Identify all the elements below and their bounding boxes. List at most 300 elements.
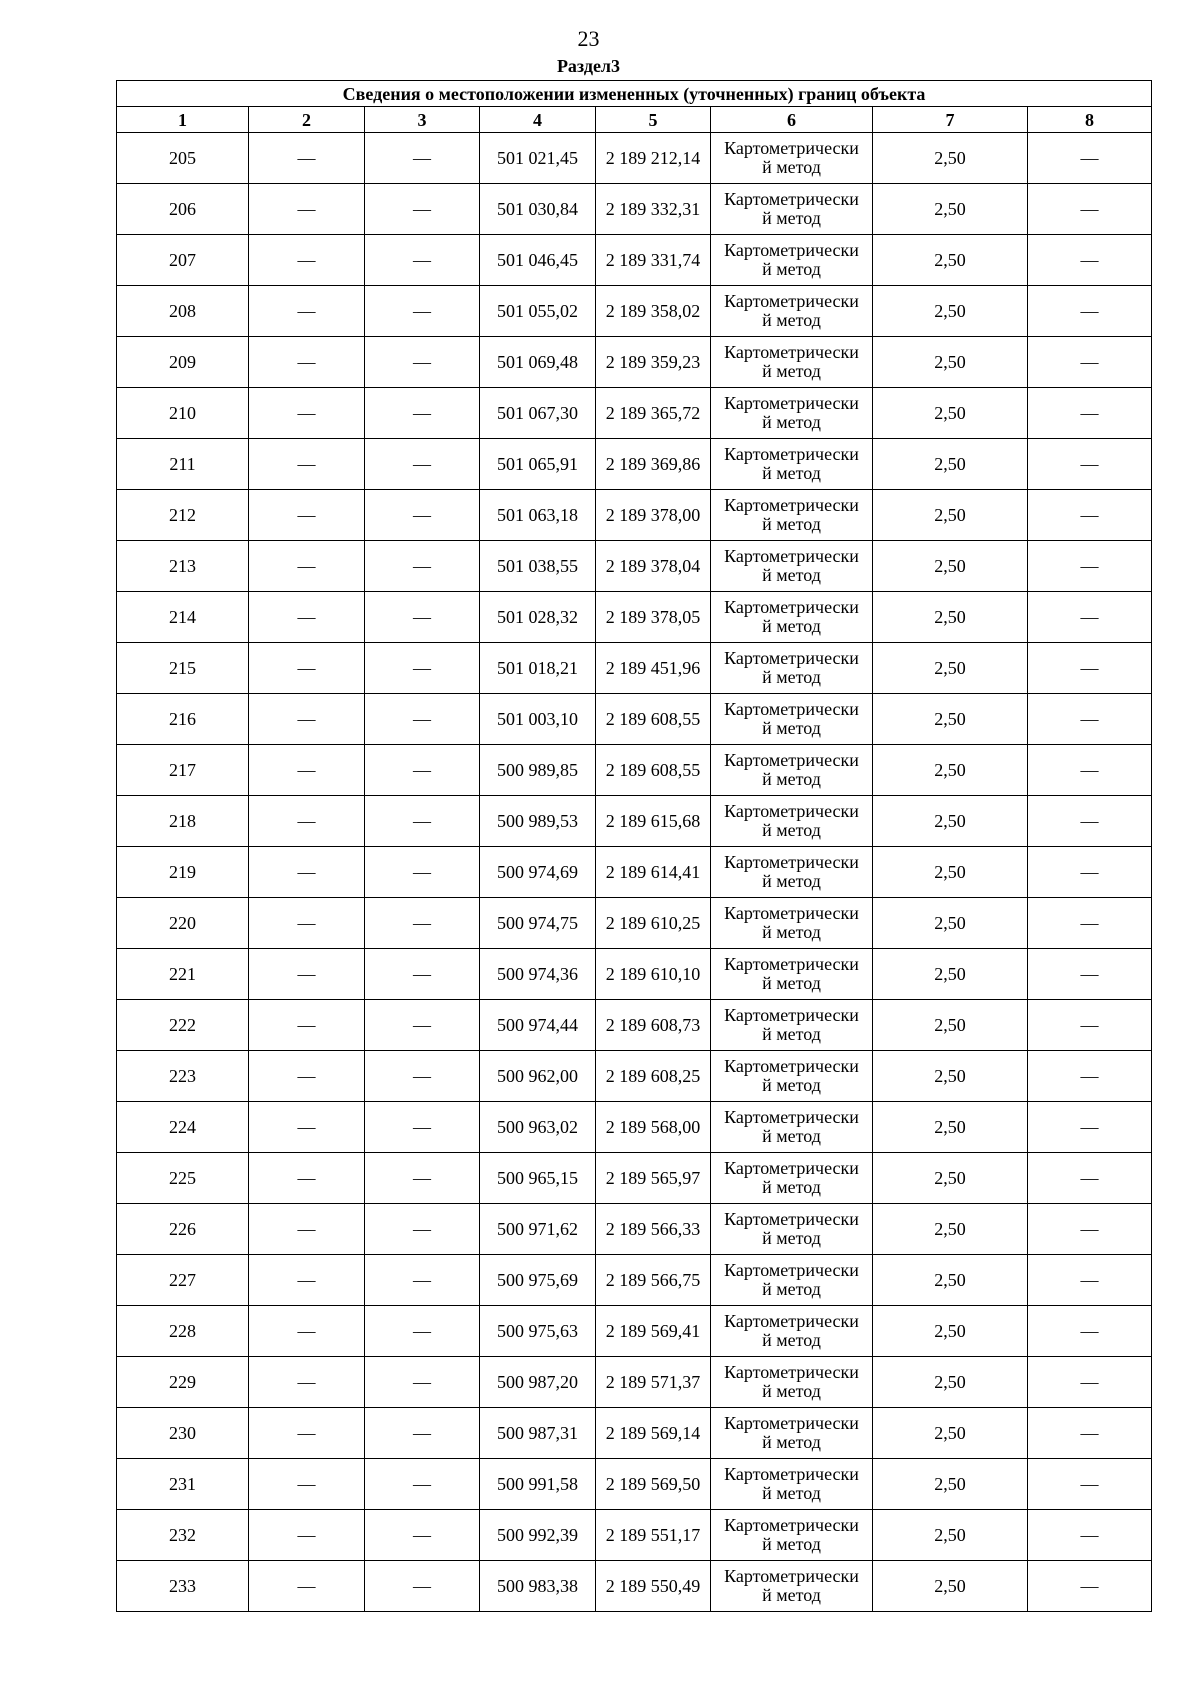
y-coordinate-cell: 2 189 551,17 — [596, 1510, 711, 1561]
accuracy-cell: 2,50 — [873, 745, 1028, 796]
empty-cell: — — [1028, 1408, 1152, 1459]
table-row — [117, 1357, 1152, 1408]
method-text-line: й метод — [762, 514, 821, 534]
method-text-line: й метод — [762, 1483, 821, 1503]
empty-cell: — — [365, 184, 480, 235]
y-coordinate-cell: 2 189 369,86 — [596, 439, 711, 490]
method-text-line: Картометрически — [724, 648, 859, 668]
empty-cell: — — [365, 286, 480, 337]
empty-cell: — — [249, 1102, 365, 1153]
empty-cell: — — [1028, 133, 1152, 184]
empty-cell: — — [249, 796, 365, 847]
empty-cell: — — [1028, 337, 1152, 388]
table-row — [117, 1510, 1152, 1561]
empty-cell: — — [1028, 1306, 1152, 1357]
x-coordinate-cell: 500 971,62 — [480, 1204, 596, 1255]
method-cell — [711, 643, 873, 694]
y-coordinate-cell: 2 189 378,05 — [596, 592, 711, 643]
method-text-line: й метод — [762, 1432, 821, 1452]
table-row — [117, 1051, 1152, 1102]
column-number-row — [117, 107, 1152, 133]
method-cell — [711, 1153, 873, 1204]
accuracy-cell: 2,50 — [873, 1153, 1028, 1204]
method-text-line: й метод — [762, 1381, 821, 1401]
y-coordinate-cell: 2 189 365,72 — [596, 388, 711, 439]
method-cell — [711, 388, 873, 439]
method-text-line: й метод — [762, 871, 821, 891]
x-coordinate-cell: 500 975,63 — [480, 1306, 596, 1357]
method-text-line: Картометрически — [724, 1362, 859, 1382]
column-number: 8 — [1028, 107, 1152, 133]
method-text-line: Картометрически — [724, 546, 859, 566]
y-coordinate-cell: 2 189 331,74 — [596, 235, 711, 286]
method-text-line: Картометрически — [724, 1260, 859, 1280]
method-text-line: Картометрически — [724, 444, 859, 464]
method-text-line: й метод — [762, 1228, 821, 1248]
page-number: 23 — [577, 26, 600, 51]
method-text-line: й метод — [762, 259, 821, 279]
method-text-line: Картометрически — [724, 903, 859, 923]
empty-cell: — — [365, 1306, 480, 1357]
empty-cell: — — [249, 439, 365, 490]
table-row — [117, 1255, 1152, 1306]
empty-cell: — — [1028, 1102, 1152, 1153]
empty-cell: — — [365, 1000, 480, 1051]
point-number-cell: 225 — [117, 1153, 249, 1204]
empty-cell: — — [365, 439, 480, 490]
empty-cell: — — [249, 184, 365, 235]
table-row — [117, 235, 1152, 286]
empty-cell: — — [1028, 541, 1152, 592]
empty-cell: — — [1028, 1204, 1152, 1255]
method-text-line: Картометрически — [724, 1413, 859, 1433]
point-number-cell: 212 — [117, 490, 249, 541]
y-coordinate-cell: 2 189 359,23 — [596, 337, 711, 388]
method-text-line: Картометрически — [724, 597, 859, 617]
empty-cell: — — [1028, 796, 1152, 847]
empty-cell: — — [249, 490, 365, 541]
method-text-line: й метод — [762, 310, 821, 330]
empty-cell: — — [365, 847, 480, 898]
table-caption: Сведения о местоположении измененных (уточненных) границ объекта — [117, 81, 1152, 107]
point-number-cell: 205 — [117, 133, 249, 184]
empty-cell: — — [1028, 694, 1152, 745]
table-row — [117, 1204, 1152, 1255]
accuracy-cell: 2,50 — [873, 1000, 1028, 1051]
method-cell — [711, 949, 873, 1000]
method-cell — [711, 1102, 873, 1153]
accuracy-cell: 2,50 — [873, 133, 1028, 184]
method-text-line: й метод — [762, 616, 821, 636]
method-text-line: й метод — [762, 820, 821, 840]
x-coordinate-cell: 501 030,84 — [480, 184, 596, 235]
empty-cell: — — [249, 1459, 365, 1510]
empty-cell: — — [365, 1459, 480, 1510]
x-coordinate-cell: 501 038,55 — [480, 541, 596, 592]
empty-cell: — — [1028, 1459, 1152, 1510]
x-coordinate-cell: 500 987,31 — [480, 1408, 596, 1459]
method-text-line: й метод — [762, 667, 821, 687]
method-text-line: Картометрически — [724, 138, 859, 158]
method-text-line: й метод — [762, 1330, 821, 1350]
empty-cell: — — [1028, 1510, 1152, 1561]
x-coordinate-cell: 500 989,85 — [480, 745, 596, 796]
accuracy-cell: 2,50 — [873, 1561, 1028, 1612]
empty-cell: — — [249, 898, 365, 949]
column-number: 3 — [365, 107, 480, 133]
table-row — [117, 796, 1152, 847]
method-text-line: Картометрически — [724, 1005, 859, 1025]
empty-cell: — — [365, 541, 480, 592]
empty-cell: — — [249, 286, 365, 337]
method-cell — [711, 1051, 873, 1102]
y-coordinate-cell: 2 189 608,55 — [596, 694, 711, 745]
method-text-line: й метод — [762, 157, 821, 177]
table-row — [117, 1561, 1152, 1612]
method-text-line: й метод — [762, 1177, 821, 1197]
y-coordinate-cell: 2 189 610,10 — [596, 949, 711, 1000]
point-number-cell: 231 — [117, 1459, 249, 1510]
y-coordinate-cell: 2 189 550,49 — [596, 1561, 711, 1612]
method-cell — [711, 490, 873, 541]
point-number-cell: 233 — [117, 1561, 249, 1612]
empty-cell: — — [1028, 439, 1152, 490]
method-text-line: Картометрически — [724, 1107, 859, 1127]
method-text-line: й метод — [762, 718, 821, 738]
accuracy-cell: 2,50 — [873, 490, 1028, 541]
empty-cell: — — [365, 1051, 480, 1102]
table-row — [117, 1153, 1152, 1204]
y-coordinate-cell: 2 189 614,41 — [596, 847, 711, 898]
method-text-line: й метод — [762, 922, 821, 942]
x-coordinate-cell: 500 963,02 — [480, 1102, 596, 1153]
empty-cell: — — [365, 337, 480, 388]
point-number-cell: 223 — [117, 1051, 249, 1102]
method-text-line: Картометрически — [724, 954, 859, 974]
empty-cell: — — [249, 694, 365, 745]
x-coordinate-cell: 500 962,00 — [480, 1051, 596, 1102]
empty-cell: — — [1028, 184, 1152, 235]
empty-cell: — — [1028, 388, 1152, 439]
table-row — [117, 643, 1152, 694]
accuracy-cell: 2,50 — [873, 592, 1028, 643]
empty-cell: — — [249, 949, 365, 1000]
empty-cell: — — [1028, 1051, 1152, 1102]
method-text-line: Картометрически — [724, 801, 859, 821]
empty-cell: — — [249, 1510, 365, 1561]
table-row — [117, 694, 1152, 745]
empty-cell: — — [365, 643, 480, 694]
point-number-cell: 220 — [117, 898, 249, 949]
method-cell — [711, 694, 873, 745]
empty-cell: — — [365, 1408, 480, 1459]
accuracy-cell: 2,50 — [873, 184, 1028, 235]
empty-cell: — — [1028, 235, 1152, 286]
table-row — [117, 1408, 1152, 1459]
empty-cell: — — [249, 1306, 365, 1357]
method-text-line: Картометрически — [724, 1056, 859, 1076]
table-row — [117, 388, 1152, 439]
empty-cell: — — [1028, 490, 1152, 541]
method-text-line: й метод — [762, 973, 821, 993]
empty-cell: — — [249, 1000, 365, 1051]
accuracy-cell: 2,50 — [873, 235, 1028, 286]
method-text-line: й метод — [762, 1279, 821, 1299]
y-coordinate-cell: 2 189 358,02 — [596, 286, 711, 337]
x-coordinate-cell: 500 974,69 — [480, 847, 596, 898]
section-title: Раздел3 — [556, 56, 621, 76]
empty-cell: — — [249, 1051, 365, 1102]
accuracy-cell: 2,50 — [873, 1255, 1028, 1306]
table-row — [117, 1102, 1152, 1153]
table-body — [117, 133, 1152, 1612]
method-text-line: Картометрически — [724, 495, 859, 515]
method-cell — [711, 1204, 873, 1255]
empty-cell: — — [365, 796, 480, 847]
accuracy-cell: 2,50 — [873, 949, 1028, 1000]
accuracy-cell: 2,50 — [873, 796, 1028, 847]
empty-cell: — — [1028, 1357, 1152, 1408]
accuracy-cell: 2,50 — [873, 1306, 1028, 1357]
empty-cell: — — [365, 1255, 480, 1306]
table-row — [117, 949, 1152, 1000]
x-coordinate-cell: 501 028,32 — [480, 592, 596, 643]
method-text-line: й метод — [762, 412, 821, 432]
accuracy-cell: 2,50 — [873, 643, 1028, 694]
x-coordinate-cell: 501 067,30 — [480, 388, 596, 439]
x-coordinate-cell: 501 065,91 — [480, 439, 596, 490]
method-cell — [711, 286, 873, 337]
accuracy-cell: 2,50 — [873, 847, 1028, 898]
method-text-line: й метод — [762, 1534, 821, 1554]
method-text-line: Картометрически — [724, 189, 859, 209]
point-number-cell: 214 — [117, 592, 249, 643]
empty-cell: — — [1028, 1255, 1152, 1306]
accuracy-cell: 2,50 — [873, 1408, 1028, 1459]
point-number-cell: 221 — [117, 949, 249, 1000]
y-coordinate-cell: 2 189 568,00 — [596, 1102, 711, 1153]
method-cell — [711, 439, 873, 490]
point-number-cell: 232 — [117, 1510, 249, 1561]
y-coordinate-cell: 2 189 615,68 — [596, 796, 711, 847]
method-text-line: Картометрически — [724, 750, 859, 770]
table-row — [117, 286, 1152, 337]
table-row — [117, 898, 1152, 949]
y-coordinate-cell: 2 189 608,55 — [596, 745, 711, 796]
accuracy-cell: 2,50 — [873, 1459, 1028, 1510]
method-text-line: Картометрически — [724, 1515, 859, 1535]
y-coordinate-cell: 2 189 378,00 — [596, 490, 711, 541]
accuracy-cell: 2,50 — [873, 388, 1028, 439]
method-text-line: Картометрически — [724, 1566, 859, 1586]
y-coordinate-cell: 2 189 608,73 — [596, 1000, 711, 1051]
method-text-line: Картометрически — [724, 342, 859, 362]
table-row — [117, 490, 1152, 541]
accuracy-cell: 2,50 — [873, 1510, 1028, 1561]
table-row — [117, 337, 1152, 388]
point-number-cell: 229 — [117, 1357, 249, 1408]
point-number-cell: 206 — [117, 184, 249, 235]
x-coordinate-cell: 500 974,75 — [480, 898, 596, 949]
point-number-cell: 207 — [117, 235, 249, 286]
empty-cell: — — [1028, 949, 1152, 1000]
empty-cell: — — [1028, 643, 1152, 694]
empty-cell: — — [249, 1255, 365, 1306]
empty-cell: — — [249, 541, 365, 592]
empty-cell: — — [365, 1102, 480, 1153]
method-cell — [711, 1408, 873, 1459]
method-text-line: й метод — [762, 1585, 821, 1605]
empty-cell: — — [365, 1510, 480, 1561]
boundary-coordinates-table — [116, 80, 1152, 1612]
x-coordinate-cell: 500 992,39 — [480, 1510, 596, 1561]
method-cell — [711, 337, 873, 388]
empty-cell: — — [1028, 1153, 1152, 1204]
method-text-line: Картометрически — [724, 291, 859, 311]
y-coordinate-cell: 2 189 565,97 — [596, 1153, 711, 1204]
empty-cell: — — [365, 694, 480, 745]
point-number-cell: 218 — [117, 796, 249, 847]
table-row — [117, 745, 1152, 796]
empty-cell: — — [365, 490, 480, 541]
x-coordinate-cell: 500 983,38 — [480, 1561, 596, 1612]
method-text-line: Картометрически — [724, 1311, 859, 1331]
column-number: 6 — [711, 107, 873, 133]
point-number-cell: 208 — [117, 286, 249, 337]
empty-cell: — — [249, 337, 365, 388]
empty-cell: — — [249, 1153, 365, 1204]
empty-cell: — — [365, 949, 480, 1000]
method-text-line: Картометрически — [724, 393, 859, 413]
method-cell — [711, 1306, 873, 1357]
y-coordinate-cell: 2 189 569,50 — [596, 1459, 711, 1510]
empty-cell: — — [365, 388, 480, 439]
point-number-cell: 213 — [117, 541, 249, 592]
accuracy-cell: 2,50 — [873, 1102, 1028, 1153]
point-number-cell: 219 — [117, 847, 249, 898]
x-coordinate-cell: 501 055,02 — [480, 286, 596, 337]
empty-cell: — — [1028, 847, 1152, 898]
method-cell — [711, 1000, 873, 1051]
y-coordinate-cell: 2 189 566,33 — [596, 1204, 711, 1255]
empty-cell: — — [365, 745, 480, 796]
accuracy-cell: 2,50 — [873, 694, 1028, 745]
method-text-line: Картометрически — [724, 1209, 859, 1229]
method-text-line: Картометрически — [724, 852, 859, 872]
method-text-line: й метод — [762, 208, 821, 228]
accuracy-cell: 2,50 — [873, 439, 1028, 490]
method-cell — [711, 1561, 873, 1612]
method-cell — [711, 898, 873, 949]
x-coordinate-cell: 500 987,20 — [480, 1357, 596, 1408]
empty-cell: — — [1028, 1561, 1152, 1612]
point-number-cell: 226 — [117, 1204, 249, 1255]
empty-cell: — — [365, 1357, 480, 1408]
x-coordinate-cell: 501 069,48 — [480, 337, 596, 388]
method-cell — [711, 847, 873, 898]
empty-cell: — — [249, 847, 365, 898]
y-coordinate-cell: 2 189 212,14 — [596, 133, 711, 184]
accuracy-cell: 2,50 — [873, 541, 1028, 592]
table-row — [117, 541, 1152, 592]
method-cell — [711, 133, 873, 184]
method-cell — [711, 1357, 873, 1408]
column-number: 4 — [480, 107, 596, 133]
method-cell — [711, 745, 873, 796]
method-cell — [711, 796, 873, 847]
accuracy-cell: 2,50 — [873, 1204, 1028, 1255]
accuracy-cell: 2,50 — [873, 1051, 1028, 1102]
empty-cell: — — [1028, 286, 1152, 337]
empty-cell: — — [249, 643, 365, 694]
point-number-cell: 211 — [117, 439, 249, 490]
y-coordinate-cell: 2 189 451,96 — [596, 643, 711, 694]
accuracy-cell: 2,50 — [873, 337, 1028, 388]
point-number-cell: 224 — [117, 1102, 249, 1153]
table-row — [117, 184, 1152, 235]
x-coordinate-cell: 500 974,44 — [480, 1000, 596, 1051]
table-row — [117, 1306, 1152, 1357]
empty-cell: — — [365, 235, 480, 286]
method-text-line: й метод — [762, 1024, 821, 1044]
empty-cell: — — [1028, 898, 1152, 949]
x-coordinate-cell: 500 975,69 — [480, 1255, 596, 1306]
x-coordinate-cell: 500 989,53 — [480, 796, 596, 847]
point-number-cell: 215 — [117, 643, 249, 694]
point-number-cell: 216 — [117, 694, 249, 745]
x-coordinate-cell: 501 063,18 — [480, 490, 596, 541]
point-number-cell: 217 — [117, 745, 249, 796]
method-text-line: й метод — [762, 1075, 821, 1095]
empty-cell: — — [249, 235, 365, 286]
empty-cell: — — [365, 898, 480, 949]
point-number-cell: 227 — [117, 1255, 249, 1306]
empty-cell: — — [365, 1204, 480, 1255]
column-number: 2 — [249, 107, 365, 133]
column-number: 5 — [596, 107, 711, 133]
accuracy-cell: 2,50 — [873, 286, 1028, 337]
method-text-line: Картометрически — [724, 699, 859, 719]
column-number: 7 — [873, 107, 1028, 133]
empty-cell: — — [249, 1357, 365, 1408]
y-coordinate-cell: 2 189 610,25 — [596, 898, 711, 949]
empty-cell: — — [249, 745, 365, 796]
point-number-cell: 228 — [117, 1306, 249, 1357]
x-coordinate-cell: 501 046,45 — [480, 235, 596, 286]
empty-cell: — — [1028, 745, 1152, 796]
accuracy-cell: 2,50 — [873, 898, 1028, 949]
y-coordinate-cell: 2 189 608,25 — [596, 1051, 711, 1102]
table-row — [117, 1459, 1152, 1510]
point-number-cell: 209 — [117, 337, 249, 388]
x-coordinate-cell: 500 974,36 — [480, 949, 596, 1000]
empty-cell: — — [249, 1408, 365, 1459]
empty-cell: — — [365, 592, 480, 643]
x-coordinate-cell: 500 965,15 — [480, 1153, 596, 1204]
method-text-line: й метод — [762, 361, 821, 381]
empty-cell: — — [365, 1153, 480, 1204]
method-text-line: й метод — [762, 1126, 821, 1146]
method-cell — [711, 1510, 873, 1561]
point-number-cell: 210 — [117, 388, 249, 439]
y-coordinate-cell: 2 189 566,75 — [596, 1255, 711, 1306]
table-row — [117, 847, 1152, 898]
method-cell — [711, 541, 873, 592]
table-row — [117, 439, 1152, 490]
x-coordinate-cell: 501 021,45 — [480, 133, 596, 184]
method-cell — [711, 592, 873, 643]
empty-cell: — — [249, 1204, 365, 1255]
